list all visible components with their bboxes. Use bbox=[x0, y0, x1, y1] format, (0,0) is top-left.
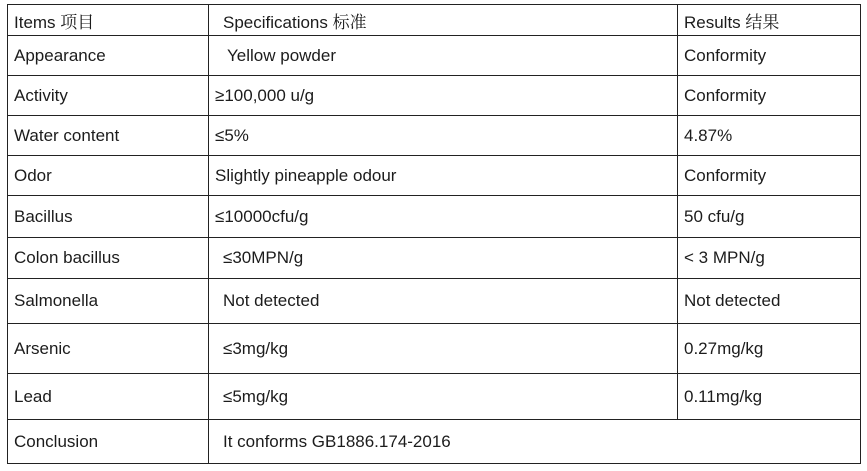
result-cell: 4.87% bbox=[678, 116, 861, 156]
spec-cell: ≤5mg/kg bbox=[209, 374, 678, 420]
table-row-bacillus bbox=[8, 196, 861, 238]
spec-cell: Slightly pineapple odour bbox=[209, 156, 678, 196]
item-cell: Colon bacillus bbox=[8, 238, 209, 279]
conclusion-value: It conforms GB1886.174-2016 bbox=[209, 420, 861, 464]
table-row-activity bbox=[8, 76, 861, 116]
item-cell: Activity bbox=[8, 76, 209, 116]
item-cell: Arsenic bbox=[8, 324, 209, 374]
item-cell: Salmonella bbox=[8, 279, 209, 324]
spec-cell: ≥100,000 u/g bbox=[209, 76, 678, 116]
table-row-salmonella bbox=[8, 279, 861, 324]
table-row-conclusion bbox=[8, 420, 861, 464]
spec-cell: ≤3mg/kg bbox=[209, 324, 678, 374]
header-specifications: Specifications 标准 bbox=[209, 5, 678, 36]
spec-cell: ≤5% bbox=[209, 116, 678, 156]
result-cell: Conformity bbox=[678, 76, 861, 116]
item-cell: Water content bbox=[8, 116, 209, 156]
table-row-odor bbox=[8, 156, 861, 196]
spec-cell: Not detected bbox=[209, 279, 678, 324]
result-cell: Not detected bbox=[678, 279, 861, 324]
item-cell: Bacillus bbox=[8, 196, 209, 238]
table-row-lead bbox=[8, 374, 861, 420]
spec-cell: ≤10000cfu/g bbox=[209, 196, 678, 238]
result-cell: Conformity bbox=[678, 36, 861, 76]
table-row-colon-bacillus bbox=[8, 238, 861, 279]
item-cell: Lead bbox=[8, 374, 209, 420]
result-cell: 0.27mg/kg bbox=[678, 324, 861, 374]
specification-results-table bbox=[7, 4, 861, 464]
result-cell: Conformity bbox=[678, 156, 861, 196]
header-items: Items 项目 bbox=[8, 5, 209, 36]
item-cell: Odor bbox=[8, 156, 209, 196]
spec-cell: ≤30MPN/g bbox=[209, 238, 678, 279]
table-row-appearance bbox=[8, 36, 861, 76]
spec-cell: Yellow powder bbox=[209, 36, 678, 76]
table-row-water-content bbox=[8, 116, 861, 156]
result-cell: 50 cfu/g bbox=[678, 196, 861, 238]
conclusion-label: Conclusion bbox=[8, 420, 209, 464]
result-cell: < 3 MPN/g bbox=[678, 238, 861, 279]
header-results: Results 结果 bbox=[678, 5, 861, 36]
result-cell: 0.11mg/kg bbox=[678, 374, 861, 420]
table-row-arsenic bbox=[8, 324, 861, 374]
item-cell: Appearance bbox=[8, 36, 209, 76]
table-header-row bbox=[8, 5, 861, 36]
